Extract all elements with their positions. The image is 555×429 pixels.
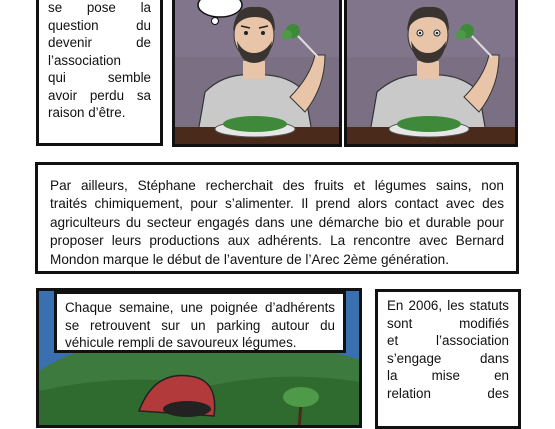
top-left-caption xyxy=(36,0,163,146)
caption-line: En 2006, les statuts xyxy=(387,298,509,313)
bottom-right-caption-text xyxy=(378,292,518,402)
salad xyxy=(223,116,287,132)
bottom-left-caption-text xyxy=(57,294,343,352)
bottom-right-caption xyxy=(375,289,521,429)
caption-line: et l’association xyxy=(387,333,509,348)
caption-line: raison d’être. xyxy=(48,105,126,120)
caption-line: sont modifiés xyxy=(387,315,509,331)
caption-line: qui semble xyxy=(48,70,151,85)
caption-line: Chaque semaine, une poignée d’adhérents xyxy=(65,300,335,315)
comic-panel-man-eating xyxy=(344,0,518,147)
comic-panel-man-thinking xyxy=(172,0,342,147)
caption-line: question du xyxy=(48,17,151,33)
caption-line: traités chimiquement, pour s’alimenter. Il prend alors contact avec des xyxy=(50,196,504,212)
caption-line: avoir perdu sa xyxy=(48,87,151,103)
caption-line: relation des xyxy=(387,385,509,401)
caption-line: véhicule rempli de savoureux légumes. xyxy=(65,335,297,350)
caption-line: se pose la xyxy=(48,0,151,15)
caption-line: devenir de xyxy=(48,35,151,50)
middle-caption-text xyxy=(38,165,516,269)
caption-line: se retrouvent sur un parking autour du xyxy=(65,317,335,333)
caption-line: s’engage dans xyxy=(387,350,509,366)
caption-line: agriculteurs du secteur engagés dans une démarche bio et durable pour xyxy=(50,214,504,230)
caption-line: Mondon marque le début de l’aventure de l’Arec 2ème génération. xyxy=(50,251,450,267)
top-left-caption-text xyxy=(39,0,160,122)
bottom-left-caption xyxy=(54,291,346,353)
caption-line: Par ailleurs, Stéphane recherchait des fruits et légumes sains, non xyxy=(50,178,504,193)
middle-caption xyxy=(35,162,519,274)
caption-line: la mise en xyxy=(387,368,509,383)
man-eating-illustration xyxy=(347,0,518,147)
man-eating-illustration xyxy=(175,0,342,147)
caption-line: proposer leurs productions aux adhérents. La rencontre avec Bernard xyxy=(50,233,504,249)
caption-line: l’association xyxy=(48,52,121,68)
